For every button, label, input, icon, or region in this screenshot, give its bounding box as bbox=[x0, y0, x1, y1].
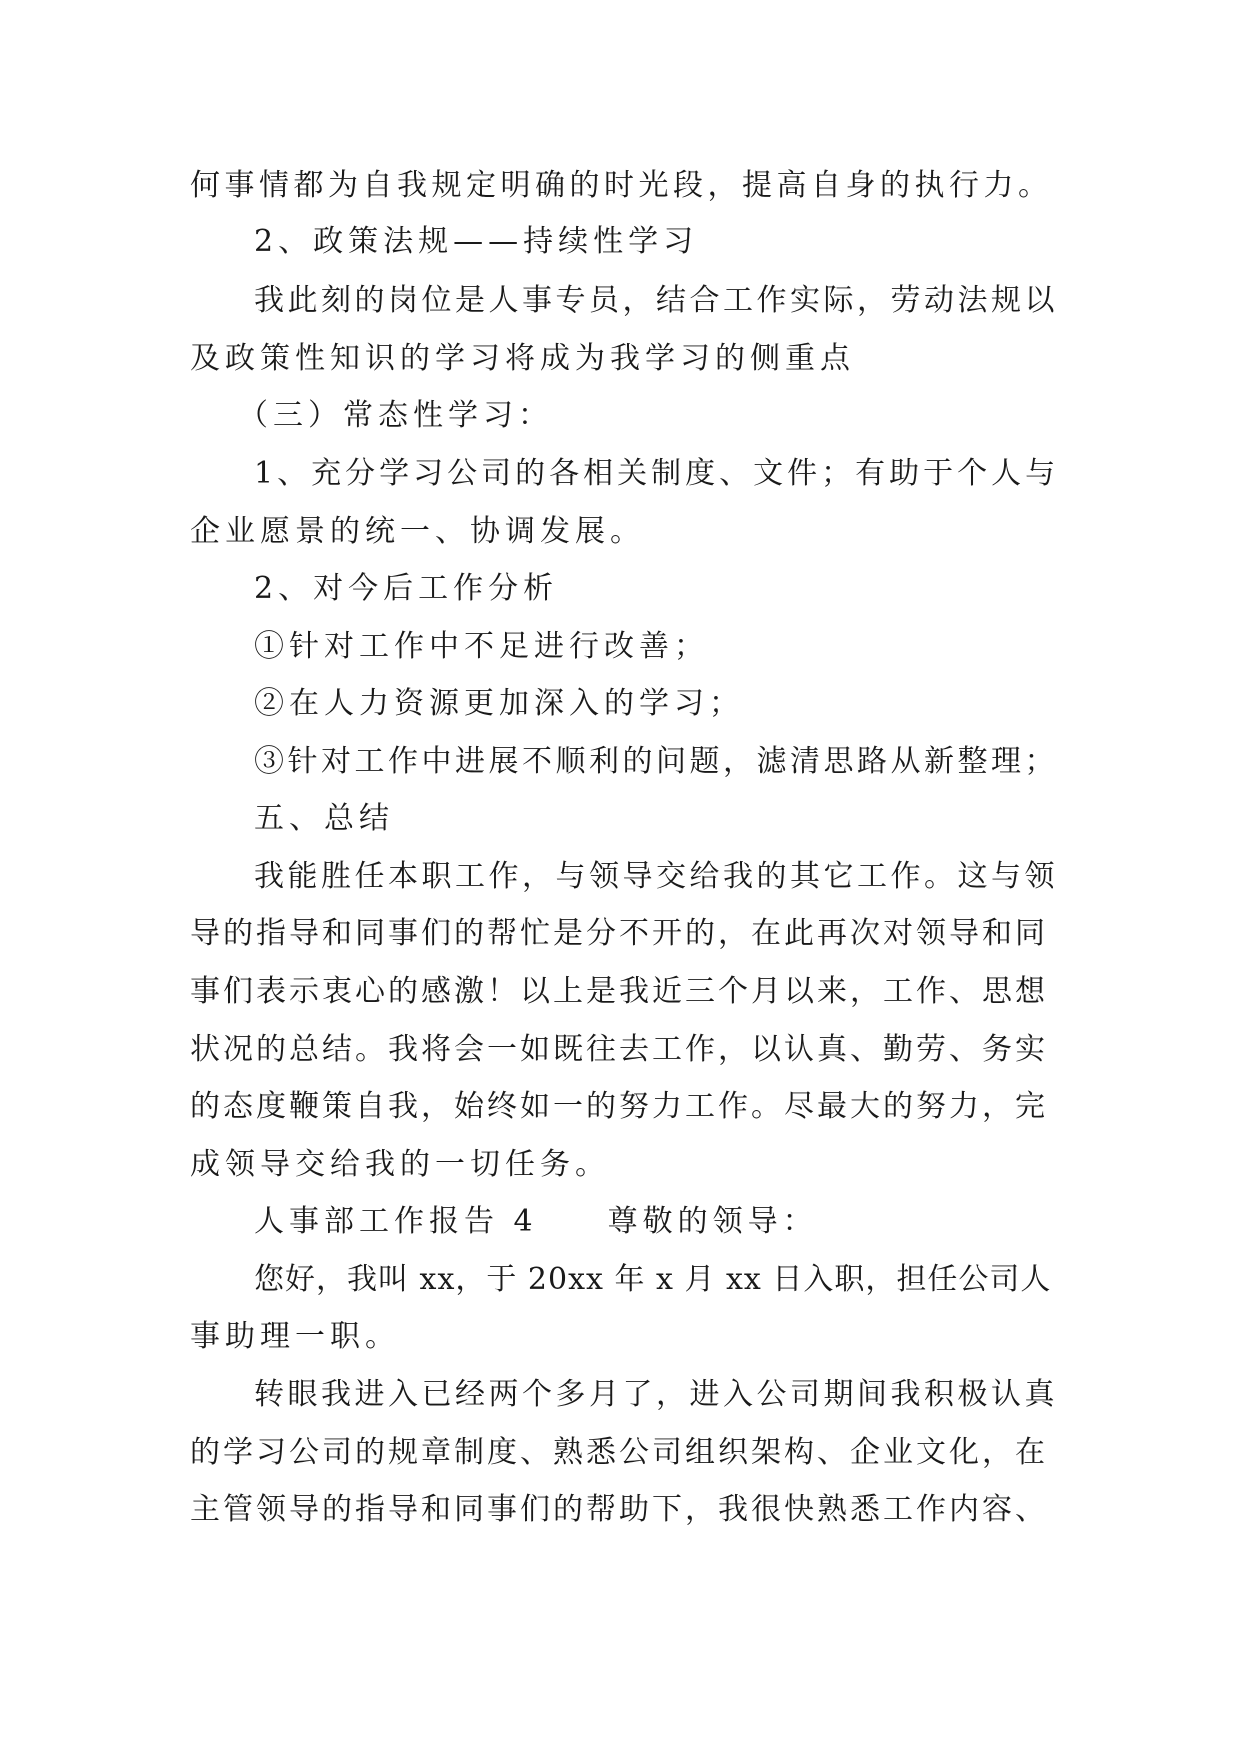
text-line: 的学习公司的规章制度、熟悉公司组织架构、企业文化，在 bbox=[190, 1435, 1048, 1470]
text-line: 企业愿景的统一、协调发展。 bbox=[190, 514, 645, 549]
text-line: 1、充分学习公司的各相关制度、文件；有助于个人与 bbox=[254, 456, 1060, 491]
text-line: 您好，我叫 xx，于 20xx 年 x 月 xx 日入职，担任公司人 bbox=[254, 1262, 1052, 1297]
text-line: 事们表示衷心的感激！以上是我近三个月以来，工作、思想 bbox=[190, 974, 1048, 1009]
text-line: 状况的总结。我将会一如既往去工作，以认真、勤劳、务实 bbox=[190, 1032, 1048, 1067]
text-line: 我能胜任本职工作，与领导交给我的其它工作。这与领 bbox=[254, 859, 1058, 894]
text-line: ③针对工作中进展不顺利的问题，滤清思路从新整理； bbox=[254, 744, 1058, 779]
text-line: 导的指导和同事们的帮忙是分不开的，在此再次对领导和同 bbox=[190, 916, 1048, 951]
text-line: 我此刻的岗位是人事专员，结合工作实际，劳动法规以 bbox=[254, 283, 1058, 318]
text-line: 2、对今后工作分析 bbox=[254, 571, 559, 606]
text-line: 成领导交给我的一切任务。 bbox=[190, 1147, 610, 1182]
section-heading: （三）常态性学习： bbox=[238, 398, 553, 433]
text-line: 事助理一职。 bbox=[190, 1319, 400, 1354]
text-line: ②在人力资源更加深入的学习； bbox=[254, 686, 744, 721]
report-heading: 人事部工作报告 4 尊敬的领导： bbox=[254, 1204, 818, 1239]
text-line: 的态度鞭策自我，始终如一的努力工作。尽最大的努力，完 bbox=[190, 1089, 1048, 1124]
section-heading: 五、总结 bbox=[254, 801, 394, 836]
text-line: 何事情都为自我规定明确的时光段，提高自身的执行力。 bbox=[190, 168, 1053, 203]
text-line: 及政策性知识的学习将成为我学习的侧重点 bbox=[190, 341, 855, 376]
text-line: 2、政策法规——持续性学习 bbox=[254, 224, 699, 259]
text-line: 转眼我进入已经两个多月了，进入公司期间我积极认真 bbox=[254, 1377, 1058, 1412]
text-line: 主管领导的指导和同事们的帮助下，我很快熟悉工作内容、 bbox=[190, 1492, 1048, 1527]
text-line: ①针对工作中不足进行改善； bbox=[254, 629, 709, 664]
